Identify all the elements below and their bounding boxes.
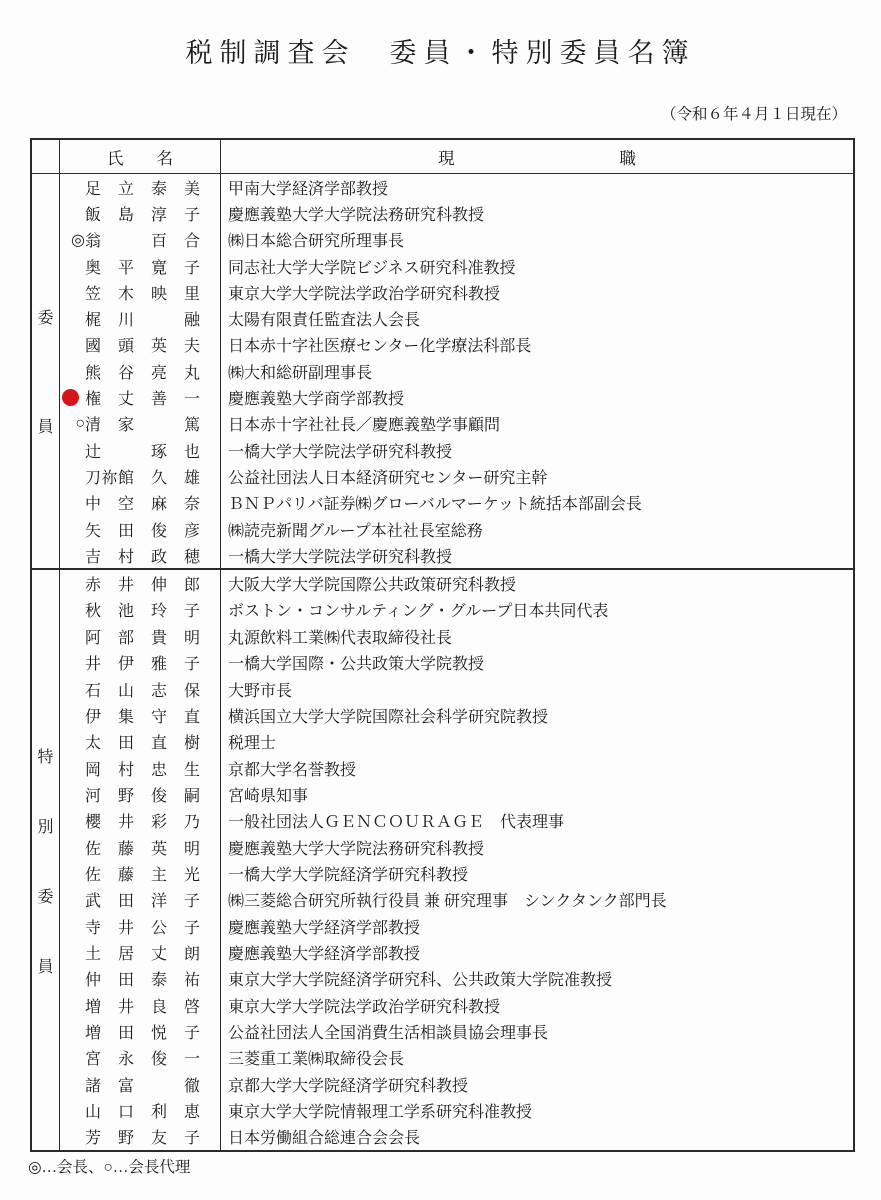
table-row	[60, 200, 853, 226]
member-position: 大阪大学大学院国際公共政策研究科教授	[228, 577, 517, 595]
member-name-cell	[60, 253, 221, 279]
table-row	[60, 1097, 853, 1123]
table-row	[60, 702, 853, 728]
member-name-cell	[60, 597, 221, 623]
as-of-date: （令和６年４月１日現在）	[660, 106, 847, 123]
member-name-cell	[60, 913, 221, 939]
section-label-char: 委	[37, 888, 54, 906]
table-row	[60, 966, 853, 992]
member-name-cell	[60, 729, 221, 755]
member-name-cell	[60, 463, 221, 489]
member-position: 慶應義塾大学経済学部教授	[228, 945, 421, 963]
member-position: 丸源飲料工業㈱代表取締役社長	[228, 629, 453, 647]
member-name: 河 野 俊 嗣	[85, 787, 201, 805]
table-row	[60, 516, 853, 542]
section-label-char: 員	[37, 958, 54, 976]
member-name-cell	[60, 887, 221, 913]
member-name: 赤 井 伸 郎	[85, 577, 201, 595]
table-row	[60, 358, 853, 384]
red-dot-marker	[62, 389, 79, 406]
member-name: 笠 木 映 里	[85, 285, 201, 303]
member-name-cell	[60, 411, 221, 437]
member-name: 寺 井 公 子	[85, 919, 201, 937]
member-position: ㈱日本総合研究所理事長	[228, 233, 405, 251]
member-name: 太 田 直 樹	[85, 735, 201, 753]
member-position: ㈱三菱総合研究所執行役員 兼 研究理事 シンクタンク部門長	[228, 893, 667, 911]
section-label-char: 別	[37, 818, 54, 836]
member-name-cell	[60, 570, 221, 596]
member-name: 足 立 泰 美	[85, 180, 201, 198]
member-name-cell	[60, 200, 221, 226]
member-position: 横浜国立大学大学院国際社会科学研究院教授	[228, 708, 549, 726]
marker-slot	[60, 389, 85, 406]
member-name-cell	[60, 305, 221, 331]
member-name: 佐 藤 英 明	[85, 840, 201, 858]
section-label-char: 委	[37, 310, 54, 328]
member-name: 熊 谷 亮 丸	[85, 364, 201, 382]
table-row	[60, 411, 853, 437]
table-row	[60, 1124, 853, 1150]
member-position: 宮崎県知事	[228, 787, 309, 805]
member-name-cell	[60, 649, 221, 675]
header-name-column: 氏 名	[60, 140, 221, 173]
table-row	[60, 1018, 853, 1044]
chairman-marker: ◎	[71, 231, 85, 249]
header-corner-cell	[32, 140, 60, 173]
section-rows	[60, 174, 853, 568]
table-row	[60, 174, 853, 200]
member-position: 税理士	[228, 735, 277, 753]
member-name-cell	[60, 860, 221, 886]
member-position: 慶應義塾大学大学院法務研究科教授	[228, 840, 485, 858]
table-row	[60, 676, 853, 702]
member-position: 慶應義塾大学大学院法務研究科教授	[228, 206, 485, 224]
member-name: 國 頭 英 夫	[85, 338, 201, 356]
member-position: 日本赤十字社医療センター化学療法科部長	[228, 338, 532, 356]
member-position: 京都大学名誉教授	[228, 761, 357, 779]
member-position: 日本赤十字社社長／慶應義塾学事顧問	[228, 417, 501, 435]
member-name: 権 丈 善 一	[85, 391, 201, 409]
table-row	[60, 992, 853, 1018]
member-position: 慶應義塾大学経済学部教授	[228, 919, 421, 937]
member-name-cell	[60, 781, 221, 807]
table-row	[60, 649, 853, 675]
member-position: 大野市長	[228, 682, 293, 700]
member-name: 武 田 洋 子	[85, 893, 201, 911]
member-name-cell	[60, 174, 221, 200]
table-row	[60, 1045, 853, 1071]
section-label	[32, 174, 60, 568]
member-position: 慶應義塾大学商学部教授	[228, 391, 405, 409]
member-name: 中 空 麻 奈	[85, 496, 201, 514]
table-row	[60, 332, 853, 358]
member-position: 東京大学大学院情報理工学系研究科准教授	[228, 1104, 533, 1121]
member-name-cell	[60, 1124, 221, 1150]
table-section	[32, 174, 853, 570]
member-name-cell	[60, 1045, 221, 1071]
member-name-cell	[60, 437, 221, 463]
member-name-cell	[60, 755, 221, 781]
member-name: 櫻 井 彩 乃	[85, 814, 201, 832]
member-name-cell	[60, 1018, 221, 1044]
deputy-chairman-marker: ○	[75, 414, 85, 432]
member-position: 京都大学大学院経済学研究科教授	[228, 1077, 469, 1095]
member-position: 三菱重工業㈱取締役会長	[228, 1051, 405, 1069]
member-name: 翁 百 合	[85, 233, 201, 251]
table-section	[32, 570, 853, 1150]
member-name: 刀祢館 久 雄	[85, 469, 201, 487]
member-name-cell	[60, 702, 221, 728]
table-row	[60, 781, 853, 807]
member-name-cell	[60, 279, 221, 305]
member-name-cell	[60, 834, 221, 860]
member-name: 奥 平 寛 子	[85, 259, 201, 277]
member-name-cell	[60, 490, 221, 516]
member-name: 仲 田 泰 祐	[85, 972, 201, 990]
member-position: 一橋大学大学院法学研究科教授	[228, 443, 453, 461]
table-row	[60, 623, 853, 649]
table-row	[60, 860, 853, 886]
section-label-char: 特	[37, 748, 54, 766]
member-position: 一橋大学国際・公共政策大学院教授	[228, 656, 485, 674]
table-row	[60, 437, 853, 463]
member-position: 東京大学大学院法学政治学研究科教授	[228, 998, 501, 1016]
member-position: 東京大学大学院法学政治学研究科教授	[228, 285, 501, 303]
member-position: 一橋大学大学院法学研究科教授	[228, 548, 453, 566]
member-name: 山 口 利 恵	[85, 1104, 201, 1121]
member-position: 一般社団法人ＧＥＮＣＯＵＲＡＧＥ 代表理事	[228, 814, 565, 832]
table-row	[60, 887, 853, 913]
table-row	[60, 597, 853, 623]
member-name: 石 山 志 保	[85, 682, 201, 700]
member-name: 飯 島 淳 子	[85, 206, 201, 224]
member-name-cell	[60, 623, 221, 649]
member-position: 一橋大学大学院経済学研究科教授	[228, 866, 469, 884]
member-name-cell	[60, 939, 221, 965]
table-row	[60, 913, 853, 939]
member-position: 東京大学大学院経済学研究科、公共政策大学院准教授	[228, 972, 613, 990]
member-name: 土 居 丈 朗	[85, 945, 201, 963]
member-name: 矢 田 俊 彦	[85, 522, 201, 540]
table-row	[60, 253, 853, 279]
member-name-cell	[60, 992, 221, 1018]
table-row	[60, 834, 853, 860]
table-row	[60, 542, 853, 568]
member-name: 梶 川 融	[85, 312, 201, 330]
member-name: 増 田 悦 子	[85, 1024, 201, 1042]
member-name-cell	[60, 808, 221, 834]
member-position: 太陽有限責任監査法人会長	[228, 312, 421, 330]
member-name: 宮 永 俊 一	[85, 1051, 201, 1069]
table-row	[60, 1071, 853, 1097]
member-name: 佐 藤 主 光	[85, 866, 201, 884]
page-title: 税制調査会 委員・特別委員名簿	[185, 38, 696, 68]
header-position-column: 現 職	[438, 148, 636, 168]
member-name: 増 井 良 啓	[85, 998, 201, 1016]
member-position: ㈱大和総研副理事長	[228, 364, 373, 382]
table-header-row	[32, 140, 853, 174]
member-name: 諸 富 徹	[85, 1077, 201, 1095]
member-name: 岡 村 忠 生	[85, 761, 201, 779]
member-name: 阿 部 貴 明	[85, 629, 201, 647]
member-name-cell	[60, 227, 221, 253]
member-name-cell	[60, 542, 221, 568]
member-name-cell	[60, 966, 221, 992]
member-position: 公益社団法人日本経済研究センター研究主幹	[228, 469, 548, 487]
member-name: 吉 村 政 穂	[85, 548, 201, 566]
table-row	[60, 939, 853, 965]
member-position: 同志社大学大学院ビジネス研究科准教授	[228, 259, 516, 277]
member-name-cell	[60, 1071, 221, 1097]
member-name-cell	[60, 1097, 221, 1123]
member-name-cell	[60, 332, 221, 358]
table-row	[60, 463, 853, 489]
member-name-cell	[60, 358, 221, 384]
table-row	[60, 808, 853, 834]
section-label-char: 員	[37, 419, 54, 437]
member-name: 芳 野 友 子	[85, 1130, 201, 1148]
member-position: ボストン・コンサルティング・グループ日本共同代表	[228, 603, 609, 621]
table-row	[60, 384, 853, 410]
member-position: 日本労働組合総連合会会長	[228, 1130, 421, 1148]
member-position: 甲南大学経済学部教授	[228, 180, 389, 198]
table-row	[60, 227, 853, 253]
member-name: 伊 集 守 直	[85, 708, 201, 726]
member-position: ＢＮＰパリバ証券㈱グローバルマーケット統括本部副会長	[228, 496, 642, 514]
table-row	[60, 305, 853, 331]
member-name: 秋 池 玲 子	[85, 603, 201, 621]
section-rows	[60, 570, 853, 1150]
member-name-cell	[60, 676, 221, 702]
table-row	[60, 570, 853, 596]
member-name-cell	[60, 516, 221, 542]
table-row	[60, 729, 853, 755]
member-name: 清 家 篤	[85, 417, 201, 435]
legend-footnote: ◎…会長、○…会長代理	[28, 1159, 191, 1176]
table-row	[60, 490, 853, 516]
table-row	[60, 755, 853, 781]
member-name-cell	[60, 384, 221, 410]
member-position: ㈱読売新聞グループ本社社長室総務	[228, 522, 483, 540]
table-row	[60, 279, 853, 305]
member-position: 公益社団法人全国消費生活相談員協会理事長	[228, 1024, 549, 1042]
member-name: 辻 琢 也	[85, 443, 201, 461]
section-label	[32, 570, 60, 1150]
member-name: 井 伊 雅 子	[85, 656, 201, 674]
members-roster-table	[30, 138, 855, 1152]
